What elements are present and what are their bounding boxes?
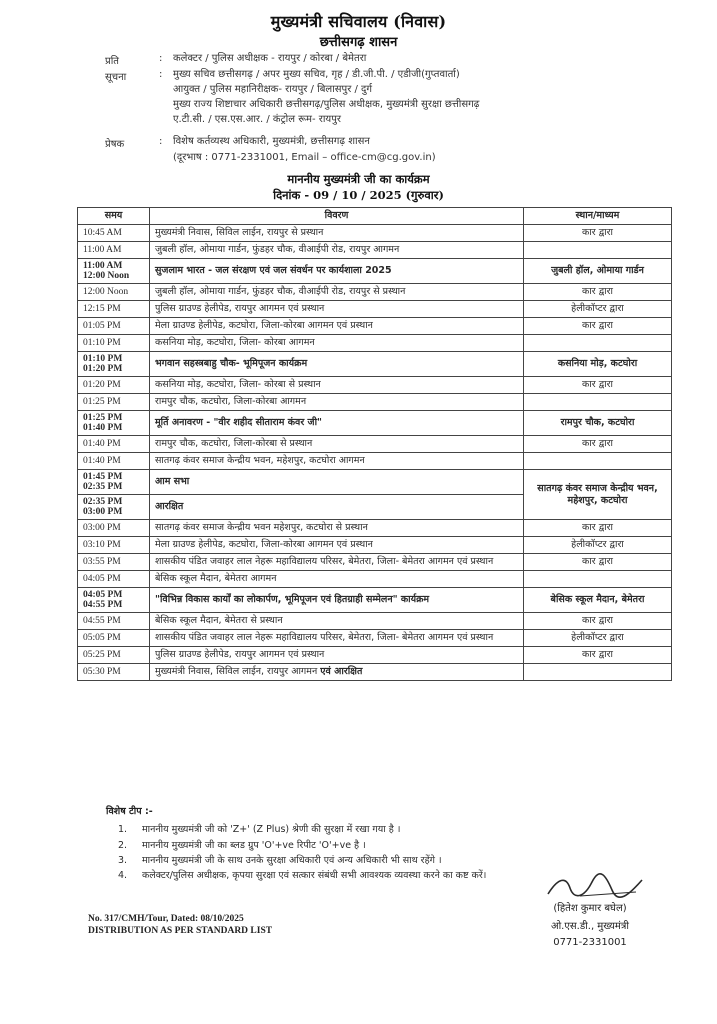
- table-row: [78, 335, 672, 352]
- time-cell: 11:00 AM: [78, 242, 150, 259]
- table-row: [78, 259, 672, 284]
- time-cell: 01:20 PM: [78, 377, 150, 394]
- description-cell: मेला ग्राउण्ड हेलीपेड, कटघोरा, जिला-कोरबा आगमन एवं प्रस्थान: [150, 537, 524, 554]
- table-row: [78, 318, 672, 335]
- table-row: [78, 647, 672, 664]
- office-title: मुख्यमंत्री सचिवालय (निवास): [270, 12, 447, 31]
- place-cell: कार द्वारा: [524, 520, 672, 537]
- table-row: [78, 411, 672, 436]
- program-date: दिनांक - 09 / 10 / 2025 (गुरुवार): [273, 188, 444, 202]
- description-cell: मूर्ति अनावरण - "वीर शहीद सीताराम कंवर जी": [150, 411, 524, 436]
- time-cell: 05:30 PM: [78, 664, 150, 681]
- time-cell: 04:05 PM 04:55 PM: [78, 588, 150, 613]
- description-cell: रामपुर चौक, कटघोरा, जिला-कोरबा से प्रस्थान: [150, 436, 524, 453]
- header-description: विवरण: [150, 208, 524, 225]
- table-row: [78, 225, 672, 242]
- preshak-line: विशेष कर्तव्यस्थ अधिकारी, मुख्यमंत्री, छत्तीसगढ़ शासन: [173, 136, 370, 147]
- time-cell: 01:25 PM: [78, 394, 150, 411]
- description-cell: शासकीय पंडित जवाहर लाल नेहरू महाविद्यालय परिसर, बेमेतरा, जिला- बेमेतरा आगमन एवं प्रस्थान: [150, 554, 524, 571]
- note-item: 4. कलेक्टर/पुलिस अधीक्षक, कृपया सुरक्षा एवं सत्कार संबंधी सभी आवश्यक व्यवस्था करने का कष्ट करें।: [118, 870, 487, 881]
- table-row: [78, 664, 672, 681]
- place-cell: [524, 394, 672, 411]
- place-cell: रामपुर चौक, कटघोरा: [524, 411, 672, 436]
- place-cell: जुबली हॉल, ओमाया गार्डन: [524, 259, 672, 284]
- time-cell: 01:25 PM 01:40 PM: [78, 411, 150, 436]
- place-cell: कार द्वारा: [524, 436, 672, 453]
- table-row: [78, 571, 672, 588]
- suchna-line: ए.टी.सी. / एस.एस.आर. / कंट्रोल रूम- रायपुर: [173, 114, 341, 125]
- description-cell: आरक्षित: [150, 495, 524, 520]
- suchna-line: आयुक्त / पुलिस महानिरीक्षक- रायपुर / बिलासपुर / दुर्ग: [173, 84, 372, 95]
- time-cell: 01:40 PM: [78, 436, 150, 453]
- time-cell: 03:00 PM: [78, 520, 150, 537]
- place-cell: सातगढ़ कंवर समाज केन्द्रीय भवन, महेशपुर, कटघोरा: [524, 470, 672, 520]
- time-cell: 05:25 PM: [78, 647, 150, 664]
- preshak-line: (दूरभाष : 0771-2331001, Email – office-cm@cg.gov.in): [173, 152, 436, 163]
- table-row: [78, 470, 672, 495]
- place-cell: कार द्वारा: [524, 647, 672, 664]
- description-cell: "विभिन्न विकास कार्यों का लोकार्पण, भूमिपूजन एवं हितग्राही सम्मेलन" कार्यक्रम: [150, 588, 524, 613]
- time-cell: 04:55 PM: [78, 613, 150, 630]
- table-row: [78, 630, 672, 647]
- place-cell: कार द्वारा: [524, 554, 672, 571]
- signature-mark: [540, 872, 650, 902]
- time-cell: 01:10 PM 01:20 PM: [78, 352, 150, 377]
- place-cell: कार द्वारा: [524, 318, 672, 335]
- table-row: [78, 436, 672, 453]
- description-cell: सातगढ़ कंवर समाज केन्द्रीय भवन महेशपुर, कटघोरा से प्रस्थान: [150, 520, 524, 537]
- time-cell: 03:10 PM: [78, 537, 150, 554]
- suchna-line: मुख्य सचिव छत्तीसगढ़ / अपर मुख्य सचिव, गृह / डी.जी.पी. / एडीजी(गुप्तवार्ता): [173, 69, 460, 80]
- notes-title: विशेष टीप :-: [106, 806, 153, 817]
- government-title: छत्तीसगढ़ शासन: [319, 35, 398, 50]
- description-cell: आम सभा: [150, 470, 524, 495]
- description-cell: जुबली हॉल, ओमाया गार्डन, फुंडहर चौक, वीआईपी रोड, रायपुर आगमन: [150, 242, 524, 259]
- table-row: [78, 394, 672, 411]
- note-item: 2. माननीय मुख्यमंत्री जी का ब्लड ग्रुप 'O'+ve रिपीट 'O'+ve है ।: [118, 840, 366, 851]
- table-row: [78, 453, 672, 470]
- description-cell: पुलिस ग्राउण्ड हेलीपेड, रायपुर आगमन एवं प्रस्थान: [150, 301, 524, 318]
- table-row: [78, 242, 672, 259]
- schedule-table: [77, 207, 672, 681]
- note-item: 1. माननीय मुख्यमंत्री जी को 'Z+' (Z Plus) श्रेणी की सुरक्षा में रखा गया है ।: [118, 824, 401, 835]
- description-cell: मुख्यमंत्री निवास, सिविल लाईन, रायपुर आगमन एवं आरक्षित: [150, 664, 524, 681]
- description-cell: कसनिया मोड़, कटघोरा, जिला- कोरबा आगमन: [150, 335, 524, 352]
- table-row: [78, 284, 672, 301]
- table-row: [78, 301, 672, 318]
- description-cell: मेला ग्राउण्ड हेलीपेड, कटघोरा, जिला-कोरबा आगमन एवं प्रस्थान: [150, 318, 524, 335]
- signatory-name: (हितेश कुमार बघेल): [553, 903, 627, 914]
- table-row: [78, 588, 672, 613]
- place-cell: बेसिक स्कूल मैदान, बेमेतरा: [524, 588, 672, 613]
- place-cell: कार द्वारा: [524, 377, 672, 394]
- time-cell: 12:15 PM: [78, 301, 150, 318]
- prati-line: कलेक्टर / पुलिस अधीक्षक - रायपुर / कोरबा / बेमेतरा: [173, 53, 367, 64]
- time-cell: 10:45 AM: [78, 225, 150, 242]
- signatory-designation: ओ.एस.डी., मुख्यमंत्री: [550, 921, 630, 932]
- time-cell: 01:45 PM 02:35 PM: [78, 470, 150, 495]
- reference-number: No. 317/CMH/Tour, Dated: 08/10/2025: [88, 914, 244, 924]
- header-time: समय: [78, 208, 150, 225]
- colon: :: [159, 136, 163, 147]
- time-cell: 01:40 PM: [78, 453, 150, 470]
- time-cell: 01:05 PM: [78, 318, 150, 335]
- place-cell: हेलीकॉप्टर द्वारा: [524, 301, 672, 318]
- description-cell: जुबली हॉल, ओमाया गार्डन, फुंडहर चौक, वीआईपी रोड, रायपुर से प्रस्थान: [150, 284, 524, 301]
- table-row: [78, 520, 672, 537]
- preshak-label: प्रेषक: [105, 139, 125, 150]
- place-cell: [524, 335, 672, 352]
- description-cell: शासकीय पंडित जवाहर लाल नेहरू महाविद्यालय परिसर, बेमेतरा, जिला- बेमेतरा आगमन एवं प्रस्थान: [150, 630, 524, 647]
- time-cell: 05:05 PM: [78, 630, 150, 647]
- distribution-line: DISTRIBUTION AS PER STANDARD LIST: [88, 926, 273, 936]
- description-cell: सुजलाम भारत - जल संरक्षण एवं जल संवर्धन पर कार्यशाला 2025: [150, 259, 524, 284]
- suchna-label: सूचना: [105, 72, 127, 83]
- note-item: 3. माननीय मुख्यमंत्री जी के साथ उनके सुरक्षा अधिकारी एवं अन्य अधिकारी भी साथ रहेंगे ।: [118, 855, 442, 866]
- description-cell: रामपुर चौक, कटघोरा, जिला-कोरबा आगमन: [150, 394, 524, 411]
- place-cell: कार द्वारा: [524, 613, 672, 630]
- table-row: [78, 613, 672, 630]
- colon: :: [159, 69, 163, 80]
- time-cell: 02:35 PM 03:00 PM: [78, 495, 150, 520]
- time-cell: 04:05 PM: [78, 571, 150, 588]
- place-cell: हेलीकॉप्टर द्वारा: [524, 630, 672, 647]
- schedule-body: [78, 225, 672, 681]
- time-cell: 12:00 Noon: [78, 284, 150, 301]
- place-cell: हेलीकॉप्टर द्वारा: [524, 537, 672, 554]
- place-cell: [524, 664, 672, 681]
- place-cell: [524, 571, 672, 588]
- suchna-line: मुख्य राज्य शिष्टाचार अधिकारी छत्तीसगढ़/पुलिस अधीक्षक, मुख्यमंत्री सुरक्षा छत्तीसगढ़: [173, 99, 480, 110]
- header-place: स्थान/माध्यम: [524, 208, 672, 225]
- description-cell: पुलिस ग्राउण्ड हेलीपेड, रायपुर आगमन एवं प्रस्थान: [150, 647, 524, 664]
- place-cell: [524, 453, 672, 470]
- colon: :: [159, 53, 163, 64]
- time-cell: 11:00 AM 12:00 Noon: [78, 259, 150, 284]
- table-row: [78, 352, 672, 377]
- table-header-row: [78, 208, 672, 225]
- description-cell: सातगढ़ कंवर समाज केन्द्रीय भवन, महेशपुर, कटघोरा आगमन: [150, 453, 524, 470]
- place-cell: [524, 242, 672, 259]
- prati-label: प्रति: [105, 56, 119, 67]
- place-cell: कार द्वारा: [524, 284, 672, 301]
- program-title: माननीय मुख्यमंत्री जी का कार्यक्रम: [287, 172, 430, 186]
- description-cell: बेसिक स्कूल मैदान, बेमेतरा से प्रस्थान: [150, 613, 524, 630]
- signatory-phone: 0771-2331001: [553, 937, 627, 948]
- description-cell: मुख्यमंत्री निवास, सिविल लाईन, रायपुर से प्रस्थान: [150, 225, 524, 242]
- description-cell: बेसिक स्कूल मैदान, बेमेतरा आगमन: [150, 571, 524, 588]
- place-cell: कसनिया मोड़, कटघोरा: [524, 352, 672, 377]
- table-row: [78, 377, 672, 394]
- description-cell: भगवान सहस्त्रबाहु चौक- भूमिपूजन कार्यक्रम: [150, 352, 524, 377]
- table-row: [78, 554, 672, 571]
- time-cell: 01:10 PM: [78, 335, 150, 352]
- description-cell: कसनिया मोड़, कटघोरा, जिला- कोरबा से प्रस्थान: [150, 377, 524, 394]
- place-cell: कार द्वारा: [524, 225, 672, 242]
- table-row: [78, 537, 672, 554]
- time-cell: 03:55 PM: [78, 554, 150, 571]
